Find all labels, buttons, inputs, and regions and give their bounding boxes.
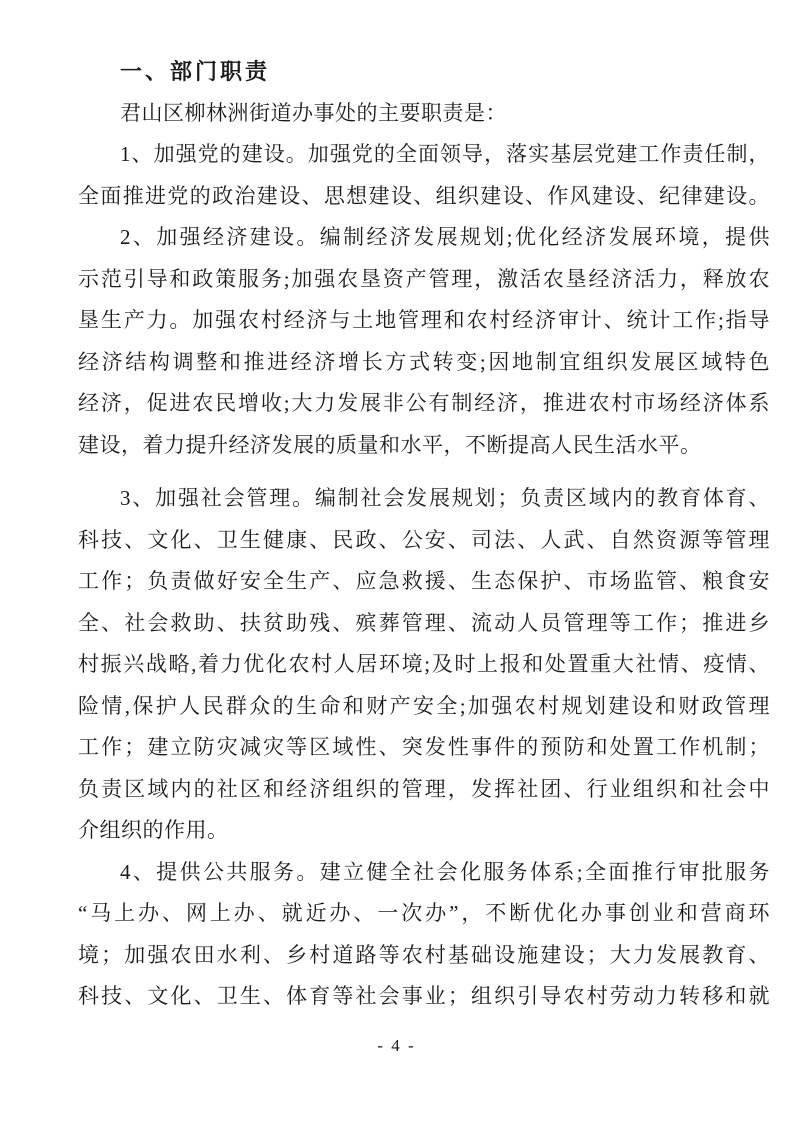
body-line: 垦生产力。加强农村经济与土地管理和农村经济审计、统计工作;指导 [78, 308, 770, 332]
intro-line: 君山区柳林洲街道办事处的主要职责是： [120, 100, 507, 125]
body-line: 负责区域内的社区和经济组织的管理，发挥社团、行业组织和社会中 [78, 776, 770, 801]
body-line: “马上办、网上办、就近办、一次办”，不断优化办事创业和营商环 [78, 901, 770, 925]
body-line: 经济结构调整和推进经济增长方式转变;因地制宜组织发展区域特色 [78, 349, 770, 374]
body-line: 全面推进党的政治建设、思想建设、组织建设、作风建设、纪律建设。 [78, 183, 770, 208]
body-line: 村振兴战略,着力优化农村人居环境;及时上报和处置重大社情、疫情、 [78, 652, 770, 676]
body-line: 工作；负责做好安全生产、应急救援、生态保护、市场监管、粮食安 [78, 569, 770, 593]
body-line: 科技、文化、卫生健康、民政、公安、司法、人武、自然资源等管理 [78, 527, 770, 552]
body-line: 经济，促进农民增收;大力发展非公有制经济，推进农村市场经济体系 [78, 391, 770, 415]
page-number: - 4 - [377, 1036, 416, 1055]
body-line: 工作；建立防灾减灾等区域性、突发性事件的预防和处置工作机制； [78, 735, 770, 759]
body-line: 4、提供公共服务。建立健全社会化服务体系;全面推行审批服务 [120, 859, 770, 884]
body-line: 科技、文化、卫生、体育等社会事业；组织引导农村劳动力转移和就 [78, 984, 770, 1008]
body-line: 险情,保护人民群众的生命和财产安全;加强农村规划建设和财政管理 [78, 693, 770, 718]
body-line: 介组织的作用。 [78, 818, 229, 842]
body-line: 1、加强党的建设。加强党的全面领导，落实基层党建工作责任制， [120, 142, 770, 166]
body-line: 示范引导和政策服务;加强农垦资产管理，激活农垦经济活力，释放农 [78, 266, 770, 291]
body-line: 建设，着力提升经济发展的质量和水平，不断提高人民生活水平。 [78, 432, 702, 457]
section-heading: 一、部门职责 [120, 59, 271, 84]
body-line: 全、社会救助、扶贫助残、殡葬管理、流动人员管理等工作；推进乡 [78, 610, 770, 635]
body-line: 2、加强经济建设。编制经济发展规划;优化经济发展环境，提供 [120, 225, 770, 249]
body-line: 境；加强农田水利、乡村道路等农村基础设施建设；大力发展教育、 [78, 942, 770, 967]
body-line: 3、加强社会管理。编制社会发展规划；负责区域内的教育体育、 [120, 486, 770, 510]
